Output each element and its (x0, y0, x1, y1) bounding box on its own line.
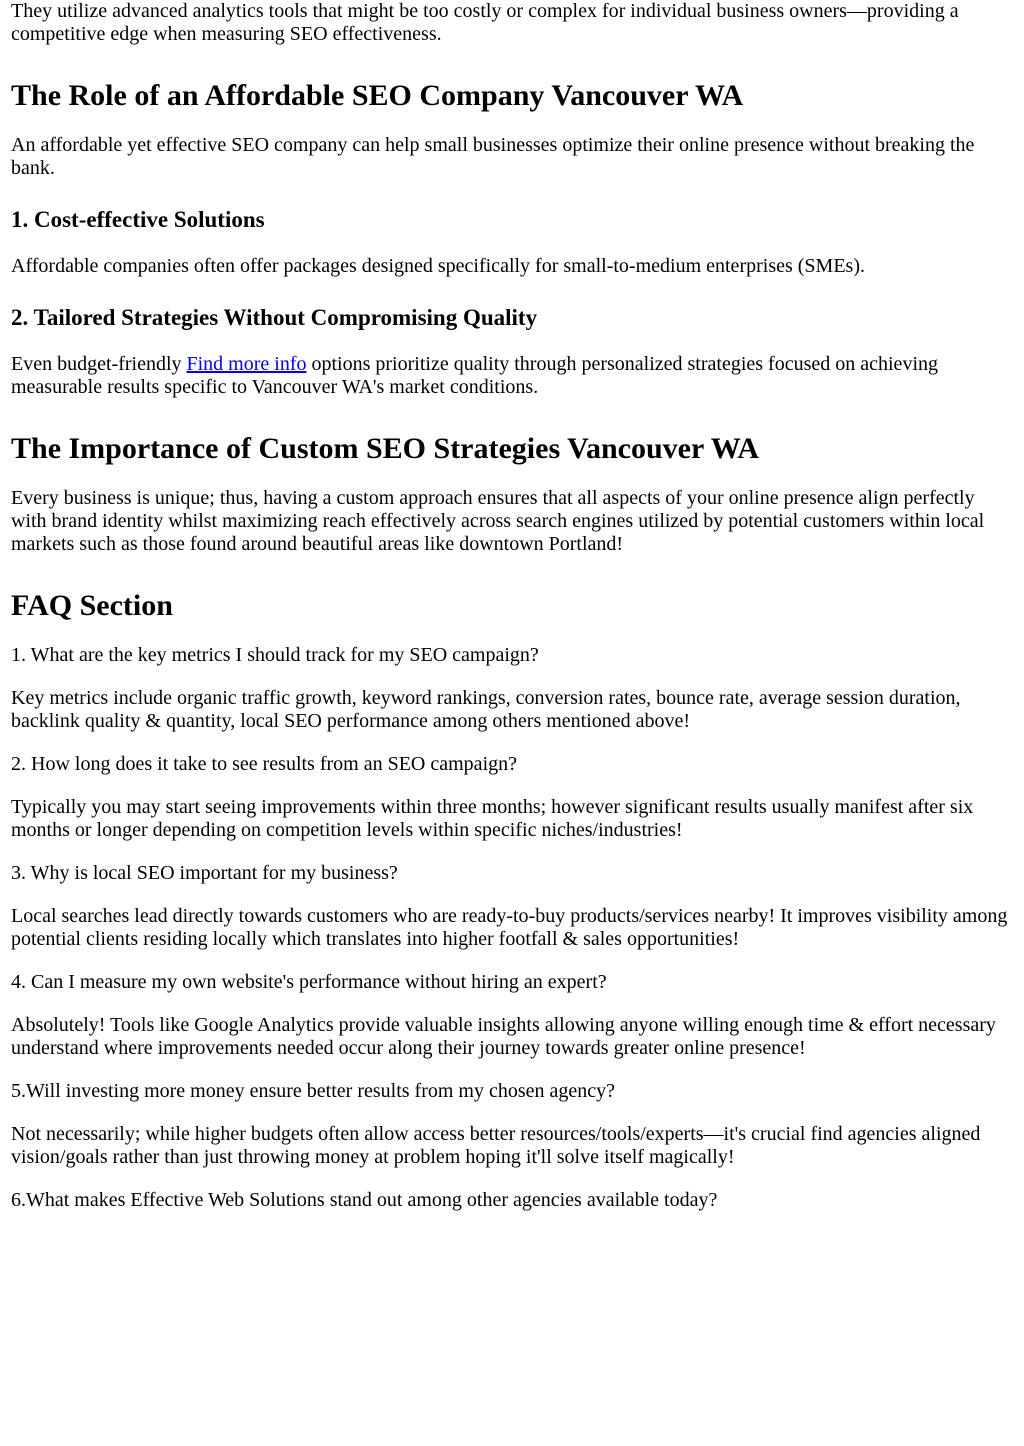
heading-tailored-strategies: 2. Tailored Strategies Without Compromising Quality (11, 305, 538, 330)
tailored-strategies-paragraph (11, 353, 1014, 399)
heading-cost-effective-solutions: 1. Cost-effective Solutions (11, 207, 265, 232)
heading-affordable-seo-company: The Role of an Affordable SEO Company Vancouver WA (11, 79, 744, 112)
find-more-info-link[interactable]: Find more info (186, 353, 307, 375)
tailored-text-before: Even budget-friendly (11, 353, 187, 375)
faq-answer-4: Absolutely! Tools like Google Analytics provide valuable insights allowing anyone willing enough time & effort necessary understand where improvements needed occur along their journey towards greater online presence! (11, 1014, 996, 1059)
faq-answer-1: Key metrics include organic traffic growth, keyword rankings, conversion rates, bounce rate, average session duration, backlink quality & quantity, local SEO performance among others mentioned above! (11, 687, 961, 732)
heading-custom-seo-strategies: The Importance of Custom SEO Strategies Vancouver WA (11, 432, 760, 465)
faq-question-2: 2. How long does it take to see results from an SEO campaign? (11, 753, 517, 775)
faq-answer-3: Local searches lead directly towards customers who are ready-to-buy products/services nearby! It improves visibility among potential clients residing locally which translates into higher footfall & sales opportunities! (11, 905, 1008, 950)
affordable-seo-paragraph: An affordable yet effective SEO company can help small businesses optimize their online presence without breaking the bank. (11, 134, 975, 179)
faq-question-4: 4. Can I measure my own website's performance without hiring an expert? (11, 971, 607, 993)
tailored-text-after: options prioritize quality through personalized strategies focused on achieving measurable results specific to Vancouver WA's market conditions. (11, 353, 938, 398)
faq-question-6: 6.What makes Effective Web Solutions stand out among other agencies available today? (11, 1189, 718, 1211)
cost-effective-paragraph: Affordable companies often offer packages designed specifically for small-to-medium enterprises (SMEs). (11, 255, 865, 277)
faq-question-5: 5.Will investing more money ensure better results from my chosen agency? (11, 1080, 616, 1102)
faq-answer-5: Not necessarily; while higher budgets often allow access better resources/tools/experts—it's crucial find agencies aligned vision/goals rather than just throwing money at problem hoping it'll solve itself magically! (11, 1123, 981, 1168)
faq-question-3: 3. Why is local SEO important for my business? (11, 862, 398, 884)
custom-seo-paragraph: Every business is unique; thus, having a custom approach ensures that all aspects of your online presence align perfectly with brand identity whilst maximizing reach effectively across search engines utilized by potential customers within local markets such as those found around beautiful areas like downtown Portland! (11, 487, 985, 555)
faq-question-1: 1. What are the key metrics I should track for my SEO campaign? (11, 644, 539, 666)
faq-answer-2: Typically you may start seeing improvements within three months; however significant results usually manifest after six months or longer depending on competition levels within specific niches/industries! (11, 796, 974, 841)
intro-paragraph: They utilize advanced analytics tools that might be too costly or complex for individual business owners—providing a competitive edge when measuring SEO effectiveness. (11, 0, 959, 45)
heading-faq-section: FAQ Section (11, 589, 173, 622)
